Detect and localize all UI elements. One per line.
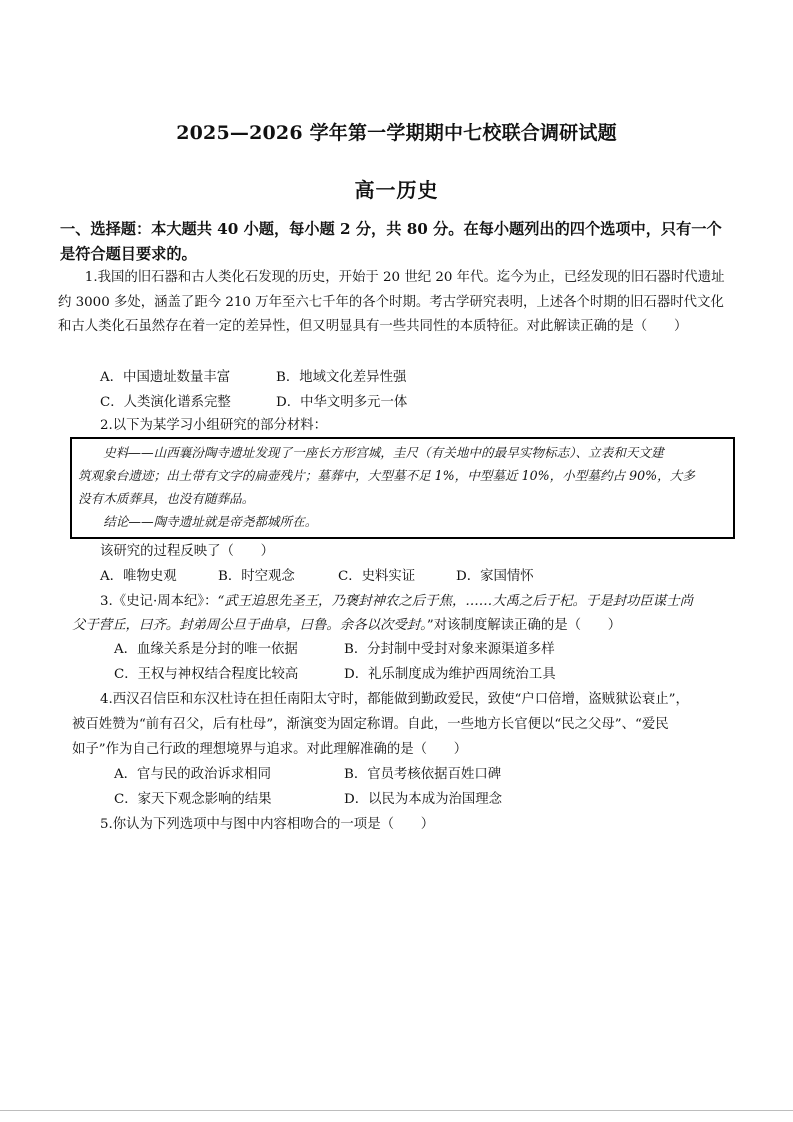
material-line-2: 筑观象台遗迹；出土带有文字的扁壶残片；墓葬中，大型墓不足 1%，中型墓近 10%，小型墓约占 90%，大多 xyxy=(78,468,695,483)
question-4-option-c: C．家天下观念影响的结果 xyxy=(114,792,272,807)
question-4-option-a: A．官与民的政治诉求相同 xyxy=(114,767,271,782)
material-conclusion: 结论——陶寺遗址就是帝尧都城所在。 xyxy=(103,514,318,529)
question-2-stem: 该研究的过程反映了（ ） xyxy=(100,544,275,559)
material-line-1: 史料——山西襄汾陶寺遗址发现了一座长方形宫城，圭尺（有关地中的最早实物标志）、立表和天文建 xyxy=(103,445,664,460)
page-bottom-divider xyxy=(0,1110,793,1111)
question-1-option-c: C．人类演化谱系完整 xyxy=(100,395,231,410)
question-3-quote-2: 父于营丘，曰齐。封弟周公旦于曲阜，曰鲁。余各以次受封。 xyxy=(72,618,427,633)
question-2-material-box xyxy=(70,437,735,539)
question-4-option-d: D．以民为本成为治国理念 xyxy=(344,792,503,807)
question-2-option-b: B．时空观念 xyxy=(218,569,295,584)
question-3-line-2 xyxy=(72,616,621,636)
question-4-line-2: 被百姓赞为“前有召父，后有杜母”，渐演变为固定称谓。自此，一些地方长官便以“民之父母”、“爱民 xyxy=(72,717,669,732)
question-2-option-c: C．史料实证 xyxy=(338,569,416,584)
question-2-option-a: A．唯物史观 xyxy=(100,569,177,584)
section-heading: 一、选择题：本大题共 40 小题，每小题 2 分，共 80 分。在每小题列出的四个选项中，只有一个是符合题目要求的。 xyxy=(60,220,722,263)
question-3-option-b: B．分封制中受封对象来源渠道多样 xyxy=(344,642,555,657)
question-3-stem: ”对该制度解读正确的是（ ） xyxy=(426,618,622,633)
question-4-option-b: B．官员考核依据百姓口碑 xyxy=(344,767,502,782)
question-1-text: 1.我国的旧石器和古人类化石发现的历史，开始于 20 世纪 20 年代。迄今为止，已经发现的旧石器时代遗址约 3000 多处，涵盖了距今 210 万年至六七千年的各个时期。考古学研究表明，上述各个时期的旧石器时代文化和古人类化石虽然存在着一定的差异性，但又明显具有一些共同性的本质特征。对此解读正确的是（ ） xyxy=(58,270,725,334)
question-5-stem: 5.你认为下列选项中与图中内容相吻合的一项是（ ） xyxy=(100,817,435,832)
exam-title: 2025—2026 学年第一学期期中七校联合调研试题 xyxy=(176,122,617,144)
question-4-line-3: 如子”作为自己行政的理想境界与追求。对此理解准确的是（ ） xyxy=(72,742,468,757)
question-3-line-1 xyxy=(100,592,693,612)
question-1-option-d: D．中华文明多元一体 xyxy=(276,395,408,410)
question-1-option-b: B．地域文化差异性强 xyxy=(276,370,407,385)
question-3-source: 3.《史记·周本纪》： xyxy=(100,594,218,609)
question-3-quote-1: “武王追思先圣王，乃褒封神农之后于焦，……大禹之后于杞。于是封功臣谋士尚 xyxy=(217,594,693,609)
question-3-option-c: C．王权与神权结合程度比较高 xyxy=(114,667,299,682)
question-3-option-d: D．礼乐制度成为维护西周统治工具 xyxy=(344,667,556,682)
material-line-3: 没有木质葬具，也没有随葬品。 xyxy=(78,491,255,506)
question-3-option-a: A．血缘关系是分封的唯一依据 xyxy=(114,642,298,657)
exam-subject: 高一历史 xyxy=(354,178,439,202)
question-2-intro: 2.以下为某学习小组研究的部分材料： xyxy=(100,418,328,433)
question-1-option-a: A．中国遗址数量丰富 xyxy=(100,370,231,385)
question-4-line-1: 4.西汉召信臣和东汉杜诗在担任南阳太守时，都能做到勤政爱民，致使“户口倍增，盗贼狱讼衰止”， xyxy=(100,692,689,707)
question-2-option-d: D．家国情怀 xyxy=(456,569,534,584)
